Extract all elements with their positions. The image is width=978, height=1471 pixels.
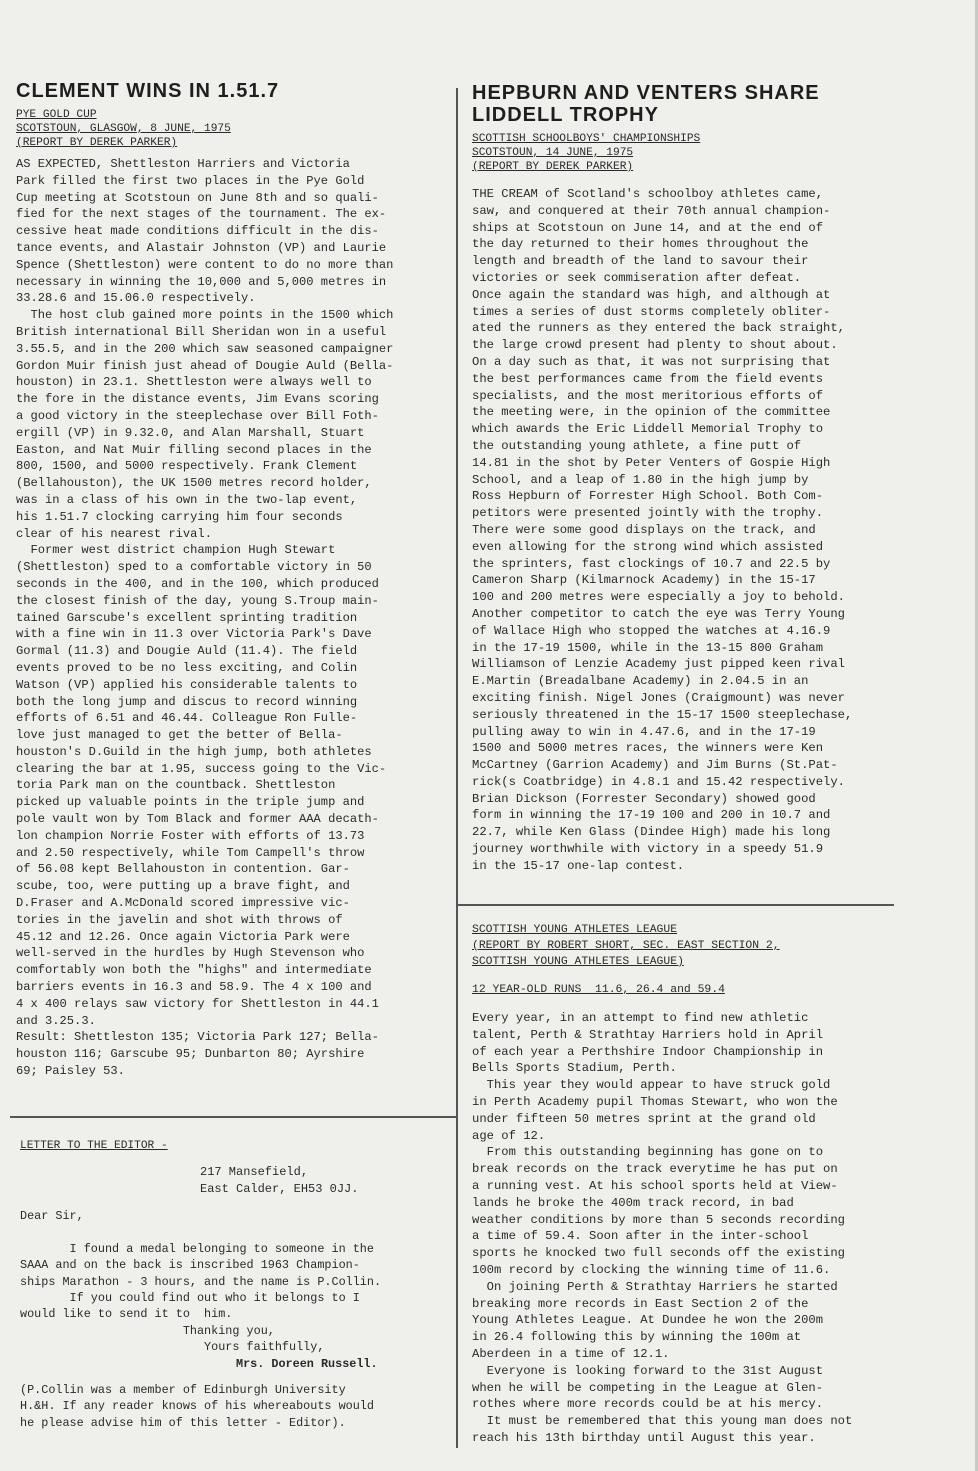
left-article-subheading: PYE GOLD CUP SCOTSTOUN, GLASGOW, 8 JUNE, 1975 (REPORT BY DEREK PARKER) bbox=[16, 109, 231, 149]
young-athletes-headline: 12 YEAR-OLD RUNS 11.6, 26.4 and 59.4 bbox=[472, 984, 725, 996]
right-section-divider bbox=[458, 904, 894, 906]
letter-heading: LETTER TO THE EDITOR - bbox=[20, 1140, 168, 1152]
right-article-body: THE CREAM of Scotland's schoolboy athletes came, saw, and conquered at their 70th annual champion- ships at Scotstoun on June 14, and at the end of the day returned to their homes throughout the length and breadth of the land to savour their victories or seek commiseration after defeat. Once again the standard was high, and although at times a series of dust storms completely obliter- ated the runners as they entered the back straight, the large crowd present had plenty to shout about. On a day such as that, it was not surprising that the best performances came from the field events specialists, and the most meritorious efforts of the meeting were, in the opinion of the committee which awards the Eric Liddell Memorial Trophy to the outstanding young athlete, a fine putt of 14.81 in the shot by Peter Venters of Gospie High School, and a leap of 1.80 in the high jump by Ross Hepburn of Forrester High School. Both Com- petitors were presented jointly with the trophy. There were some good displays on the track, and even allowing for the strong wind which assisted the sprinters, fast clockings of 10.7 and 22.5 by Cameron Sharp (Kilmarnock Academy) in the 15-17 100 and 200 metres were especially a joy to behold. Another competitor to catch the eye was Terry Young of Wallace High who stopped the watches at 4.16.9 in the 17-19 1500, while in the 13-15 800 Graham Williamson of Lenzie Academy just pipped keen rival E.Martin (Breadalbane Academy) in 2.04.5 in an exciting finish. Nigel Jones (Craigmount) was never seriously threatened in the 15-17 1500 steeplechase, pulling away to win in 4.47.6, and in the 17-19 1500 and 5000 metres races, the winners were Ken McCartney (Garrion Academy) and Jim Burns (St.Pat- rick(s Coatbridge) in 4.8.1 and 15.42 respectively. Brian Dickson (Forrester Secondary) showed good form in winning the 17-19 100 and 200 in 10.7 and 22.7, while Ken Glass (Dindee High) made his long journey worthwhile with victory in a speedy 51.9 in the 15-17 one-lap contest. bbox=[472, 187, 853, 873]
column-divider bbox=[456, 88, 458, 1448]
left-article bbox=[16, 80, 444, 1080]
letter-signature: Mrs. Doreen Russell. bbox=[236, 1356, 378, 1371]
young-athletes-subheading: SCOTTISH YOUNG ATHLETES LEAGUE (REPORT BY ROBERT SHORT, SEC. EAST SECTION 2, SCOTTISH YOUNG ATHLETES LEAGUE) bbox=[472, 924, 780, 968]
young-athletes-article bbox=[472, 922, 912, 1447]
letter-to-editor bbox=[20, 1140, 440, 1431]
left-article-body: AS EXPECTED, Shettleston Harriers and Victoria Park filled the first two places in the Pye Gold Cup meeting at Scotstoun on June 8th and so quali- fied for the next stages of the tournament. The ex- cessive heat made conditions difficult in the dis- tance events, and Alastair Johnston (VP) and Laurie Spence (Shettleston) were content to do no more than necessary in winning the 10,000 and 5,000 metres in 33.28.6 and 15.06.0 respectively. The host club gained more points in the 1500 which British international Bill Sheridan won in a useful 3.55.5, and in the 200 which saw seasoned campaigner Gordon Muir finish just ahead of Dougie Auld (Bella- houston) in 23.1. Shettleston were always well to the fore in the distance events, Jim Evans scoring a good victory in the steeplechase over Bill Foth- ergill (VP) in 9.32.0, and Alan Marshall, Stuart Easton, and Nat Muir filling second places in the 800, 1500, and 5000 respectively. Frank Clement (Bellahouston), the UK 1500 metres record holder, was in a class of his own in the two-lap event, his 1.51.7 clocking carrying him four seconds clear of his nearest rival. Former west district champion Hugh Stewart (Shettleston) sped to a comfortable victory in 50 seconds in the 400, and in the 100, which produced the closest finish of the day, young S.Troup main- tained Garscube's excellent sprinting tradition with a fine win in 11.3 over Victoria Park's Dave Gormal (11.3) and Dougie Auld (11.4). The field events proved to be no less exciting, and Colin Watson (VP) applied his considerable talents to both the long jump and discus to record winning efforts of 6.51 and 46.44. Colleague Ron Fulle- love just managed to get the better of Bella- houston's D.Guild in the high jump, both athletes clearing the bar at 1.95, success going to the Vic- toria Park man on the countback. Shettleston picked up valuable points in the triple jump and pole vault won by Tom Black and former AAA decath- lon champion Norrie Foster with efforts of 13.73 and 2.50 respectively, while Tom Campell's throw of 56.08 kept Bellahouston in contention. Gar- scube, too, were putting up a brave fight, and D.Fraser and A.McDonald scored impressive vic- tories in the javelin and shot with throws of 45.12 and 12.26. Once again Victoria Park were well-served in the hurdles by Hugh Stevenson who comfortably won both the "highs" and intermediate barriers events in 16.3 and 58.9. The 4 x 100 and 4 x 400 relays saw victory for Shettleston in 44.1 and 3.25.3. Result: Shettleston 135; Victoria Park 127; Bella- houston 116; Garscube 95; Dunbarton 80; Ayrshire 69; Paisley 53. bbox=[16, 157, 394, 1079]
right-article bbox=[472, 82, 912, 875]
left-section-divider bbox=[10, 1116, 456, 1118]
left-article-headline: CLEMENT WINS IN 1.51.7 bbox=[16, 80, 280, 102]
letter-body: Dear Sir, I found a medal belonging to someone in the SAAA and on the back is inscribed 1963 Champion- ships Marathon - 3 hours, and the name is P.Collin. If you could find out who it belongs to I would like to send it to him. Thanking you, Yours faithfully, bbox=[20, 1209, 382, 1355]
right-article-subheading: SCOTTISH SCHOOLBOYS' CHAMPIONSHIPS SCOTSTOUN, 14 JUNE, 1975 (REPORT BY DEREK PARKER) bbox=[472, 133, 701, 173]
young-athletes-body: Every year, in an attempt to find new athletic talent, Perth & Strathtay Harriers hold in April of each year a Perthshire Indoor Championship in Bells Sports Stadium, Perth. This year they would appear to have struck gold in Perth Academy pupil Thomas Stewart, who won the under fifteen 50 metres sprint at the grand old age of 12. From this outstanding beginning has gone on to break records on the track everytime he has put on a running vest. At his school sports held at View- lands he broke the 400m track record, in bad weather conditions by more than 5 seconds recording a time of 59.4. Soon after in the inter-school sports he knocked two full seconds off the existing 100m record by clocking the winning time of 11.6. On joining Perth & Strathtay Harriers he started breaking more records in East Section 2 of the Young Athletes League. At Dundee he won the 200m in 26.4 following this by winning the 100m at Aberdeen in a time of 12.1. Everyone is looking forward to the 31st August when he will be competing in the League at Glen- rothes where more records could be at his mercy. It must be remembered that this young man does not reach his 13th birthday until August this year. bbox=[472, 1011, 853, 1445]
right-article-headline: HEPBURN AND VENTERS SHARE LIDDELL TROPHY bbox=[472, 82, 820, 126]
letter-address: 217 Mansefield, East Calder, EH53 0JJ. bbox=[200, 1165, 359, 1196]
editor-note: (P.Collin was a member of Edinburgh University H.&H. If any reader knows of his whereabouts would he please advise him of this letter - Editor). bbox=[20, 1383, 374, 1430]
